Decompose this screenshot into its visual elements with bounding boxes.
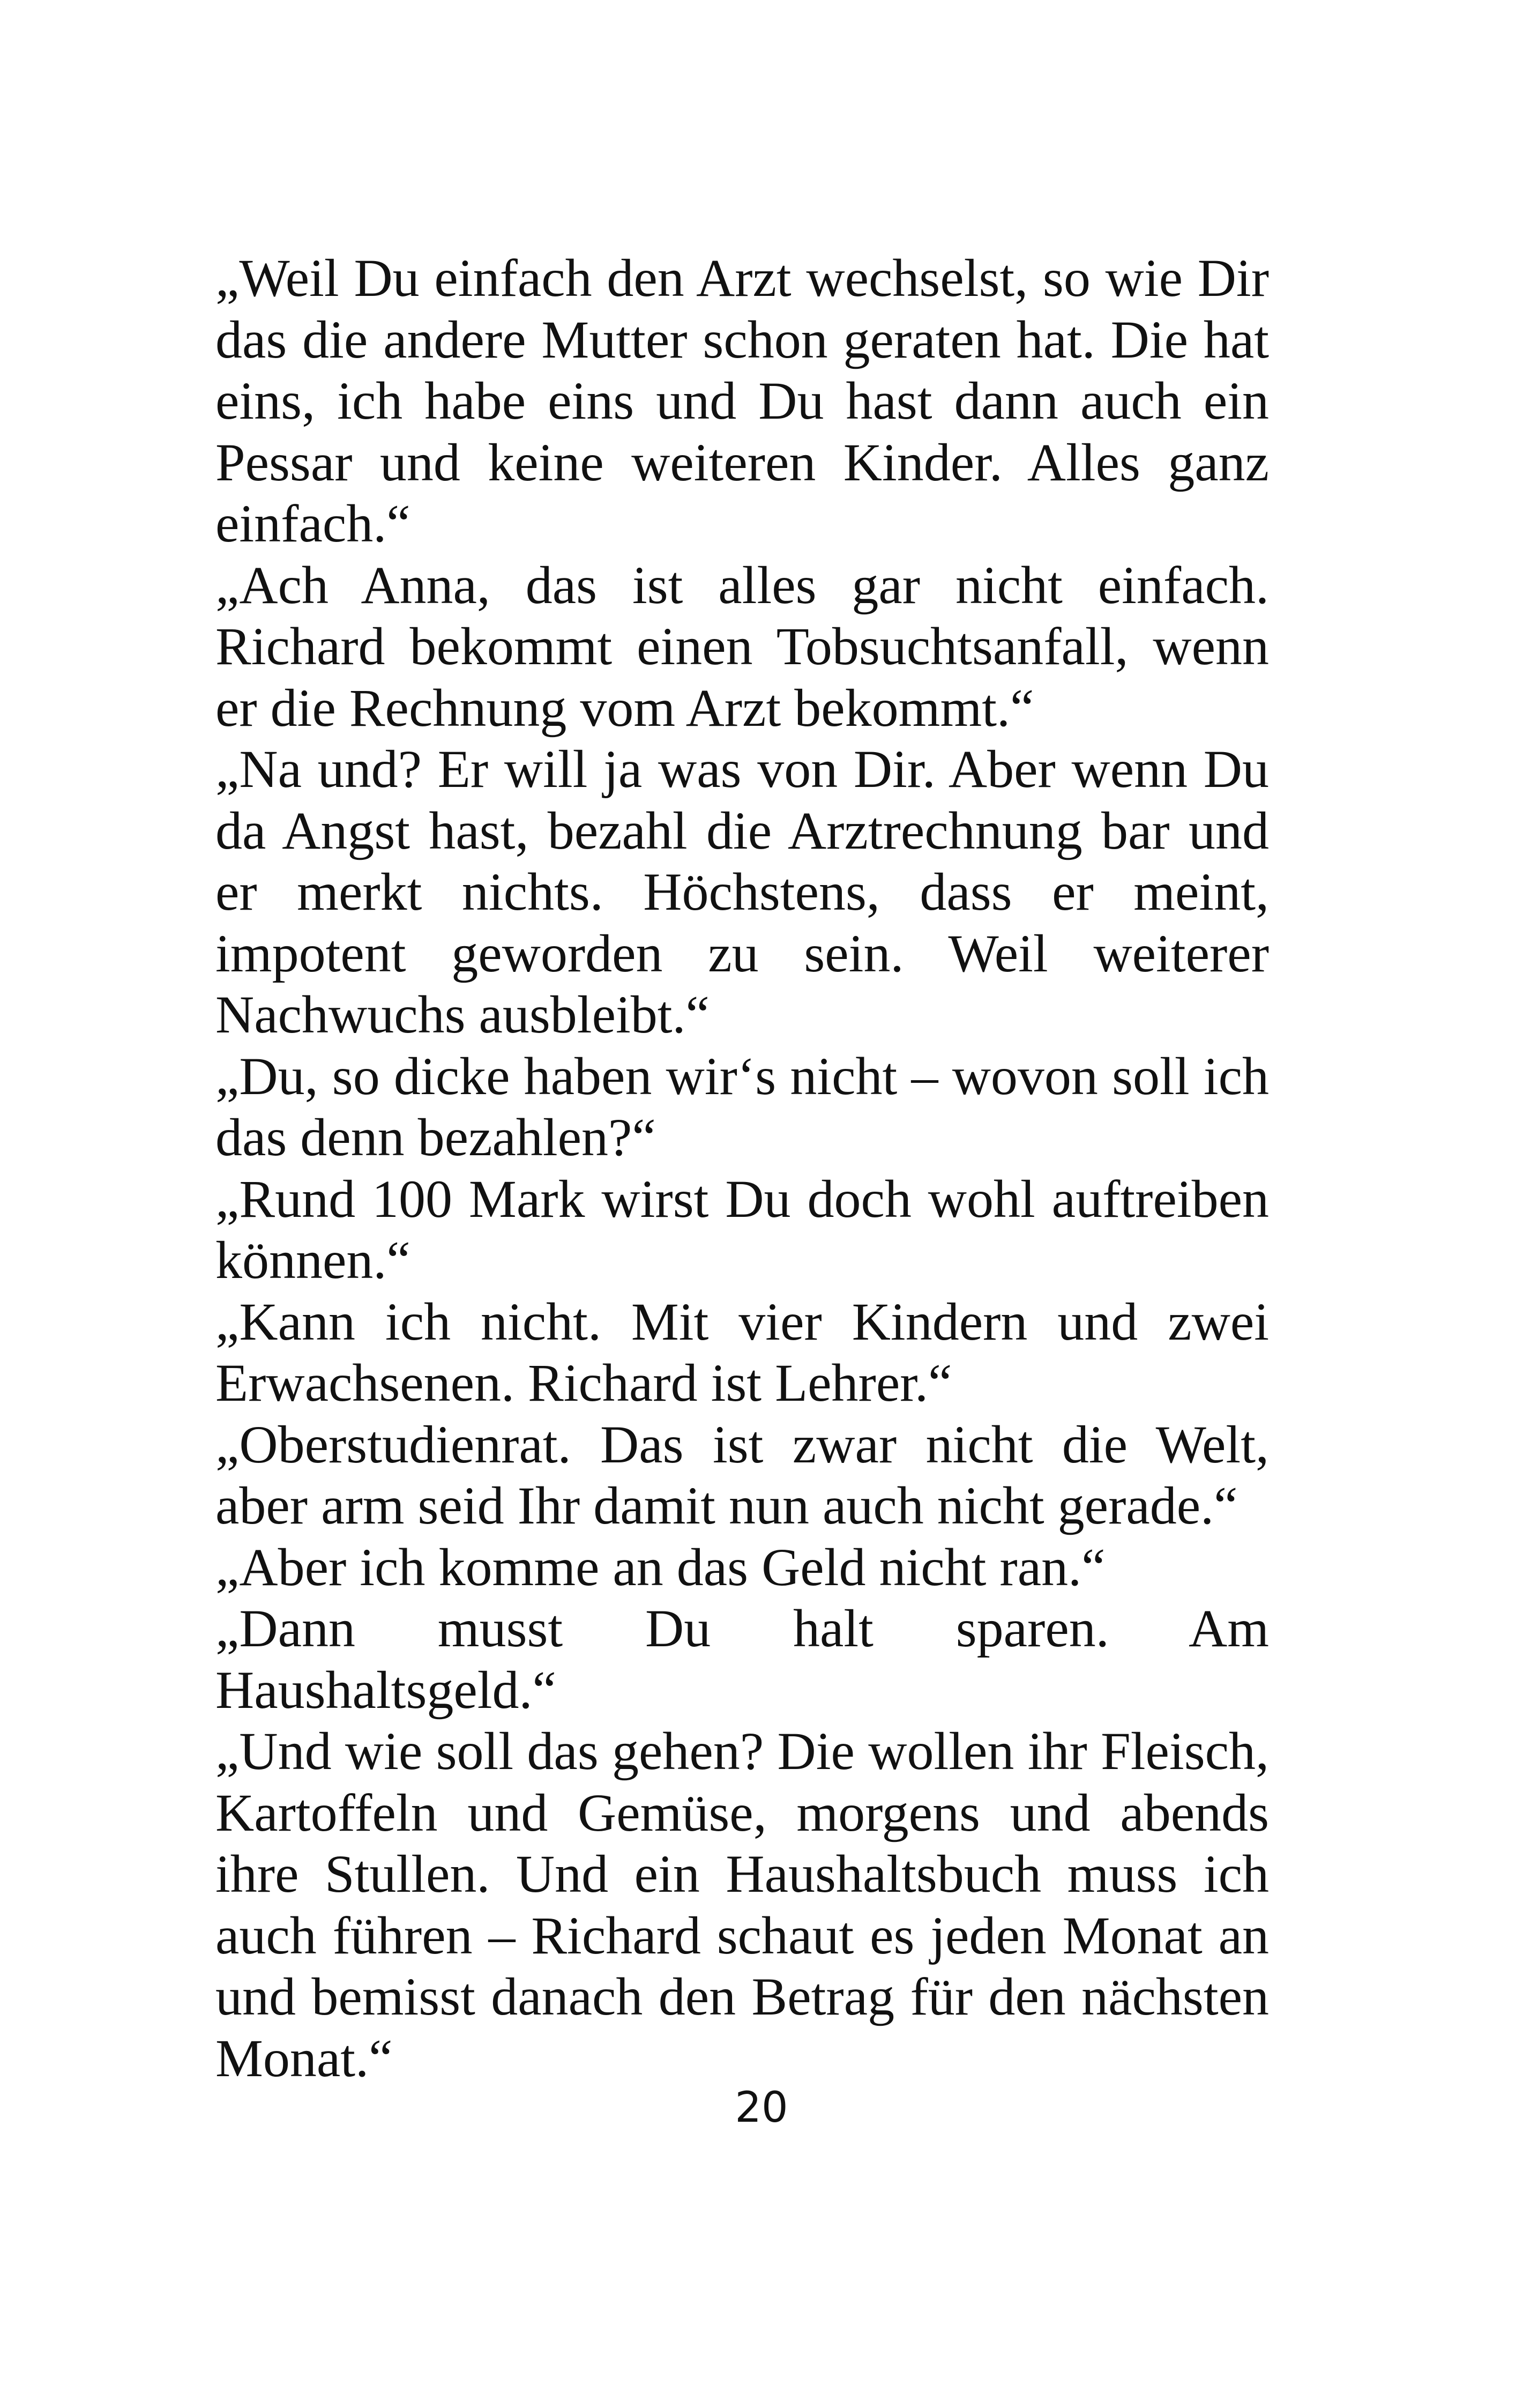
paragraph: „Aber ich komme an das Geld nicht ran.“ (215, 1537, 1106, 1597)
paragraph: „Na und? Er will ja was von Dir. Aber wenn Du da Angst hast, bezahl die Arztrechnung bar und er merkt nichts. Höchstens, dass er meint, impotent geworden zu sein. Weil weiterer Nachwuchs ausbleibt.“ (215, 739, 1269, 1044)
paragraph: „Und wie soll das gehen? Die wollen ihr Fleisch, Kartoffeln und Gemüse, morgens und abends ihre Stullen. Und ein Haushaltsbuch muss ich auch führen – Richard schaut es jeden Monat an und bemisst danach den Betrag für den nächsten Monat.“ (215, 1721, 1269, 2088)
paragraph: „Ach Anna, das ist alles gar nicht einfach. Richard bekommt einen Tobsuchtsanfall, wenn er die Rechnung vom Arzt bekommt.“ (215, 555, 1269, 738)
paragraph: „Kann ich nicht. Mit vier Kindern und zwei Erwachsenen. Richard ist Lehrer.“ (215, 1291, 1269, 1413)
paragraph: „Dann musst Du halt sparen. Am Haushaltsgeld.“ (215, 1599, 1269, 1720)
page-number: 20 (735, 2084, 788, 2132)
paragraph: „Rund 100 Mark wirst Du doch wohl auftreiben können.“ (215, 1169, 1269, 1290)
paragraph: „Oberstudienrat. Das ist zwar nicht die Welt, aber arm seid Ihr damit nun auch nicht gerade.“ (215, 1414, 1269, 1535)
paragraph: „Du, so dicke haben wir‘s nicht – wovon soll ich das denn bezahlen?“ (215, 1046, 1269, 1167)
paragraph: „Weil Du einfach den Arzt wechselst, so wie Dir das die andere Mutter schon geraten hat. Die hat eins, ich habe eins und Du hast dann auch ein Pessar und keine weiteren Kinder. Alles ganz einfach.“ (215, 248, 1269, 553)
body-text (215, 248, 1269, 2089)
